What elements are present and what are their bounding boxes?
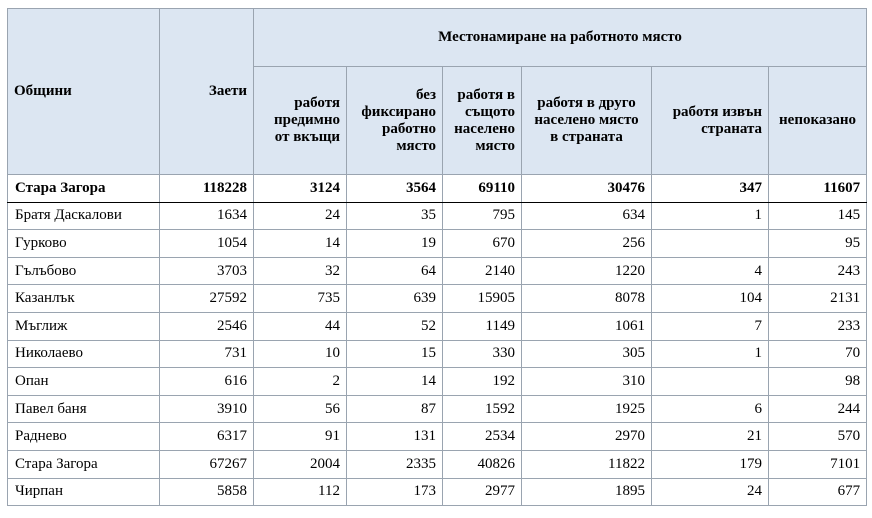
abroad-cell: 6	[652, 395, 769, 423]
same-settlement-cell: 795	[443, 202, 522, 230]
municipality-cell: Гълъбово	[8, 257, 160, 285]
header-line: страната	[701, 120, 762, 137]
same-settlement-cell: 15905	[443, 285, 522, 313]
abroad-cell	[652, 230, 769, 258]
employed-cell: 3910	[160, 395, 254, 423]
header-line: в страната	[550, 129, 623, 145]
table-row	[8, 257, 867, 285]
employed-cell: 3703	[160, 257, 254, 285]
not-shown-cell: 2131	[769, 285, 867, 313]
no-fixed-cell: 64	[347, 257, 443, 285]
not-shown-cell: 233	[769, 312, 867, 340]
municipality-cell: Стара Загора	[8, 175, 160, 203]
header-line: предимно	[273, 112, 340, 128]
municipality-cell: Чирпан	[8, 478, 160, 506]
header-line: работя извън	[672, 103, 762, 120]
other-settlement-cell: 634	[522, 202, 652, 230]
same-settlement-cell: 1592	[443, 395, 522, 423]
table-row	[8, 395, 867, 423]
home-cell: 56	[254, 395, 347, 423]
abroad-cell: 104	[652, 285, 769, 313]
abroad-cell: 1	[652, 202, 769, 230]
header-line: работя в	[457, 86, 515, 103]
employed-cell: 67267	[160, 450, 254, 478]
not-shown-cell: 570	[769, 423, 867, 451]
header-line: работно	[382, 120, 436, 137]
municipality-cell: Казанлък	[8, 285, 160, 313]
other-settlement-cell: 8078	[522, 285, 652, 313]
header-row-top	[8, 9, 867, 67]
no-fixed-cell: 35	[347, 202, 443, 230]
header-line: без	[416, 86, 436, 103]
abroad-header	[652, 67, 769, 175]
abroad-cell: 21	[652, 423, 769, 451]
no-fixed-workplace-header	[347, 67, 443, 175]
workplace-location-header: Местонамиране на работното място	[254, 9, 867, 67]
work-from-home-header	[254, 67, 347, 175]
no-fixed-cell: 19	[347, 230, 443, 258]
not-shown-cell: 70	[769, 340, 867, 368]
header-line: непоказано	[779, 112, 857, 128]
no-fixed-cell: 87	[347, 395, 443, 423]
header-line: населено място	[534, 112, 639, 128]
table-row	[8, 423, 867, 451]
employed-cell: 1634	[160, 202, 254, 230]
home-cell: 112	[254, 478, 347, 506]
employed-cell: 731	[160, 340, 254, 368]
table-row	[8, 478, 867, 506]
home-cell: 10	[254, 340, 347, 368]
header-line: работя	[294, 95, 340, 111]
not-shown-cell: 7101	[769, 450, 867, 478]
header-line: работя в друго	[537, 95, 636, 111]
municipality-cell: Раднево	[8, 423, 160, 451]
municipality-cell: Мъглиж	[8, 312, 160, 340]
abroad-cell	[652, 368, 769, 396]
table-row	[8, 285, 867, 313]
municipality-cell: Гурково	[8, 230, 160, 258]
other-settlement-cell: 310	[522, 368, 652, 396]
same-settlement-cell: 2140	[443, 257, 522, 285]
no-fixed-cell: 131	[347, 423, 443, 451]
municipality-cell: Опан	[8, 368, 160, 396]
same-settlement-cell: 670	[443, 230, 522, 258]
no-fixed-cell: 173	[347, 478, 443, 506]
other-settlement-header	[522, 67, 652, 175]
employed-cell: 5858	[160, 478, 254, 506]
no-fixed-cell: 15	[347, 340, 443, 368]
home-cell: 44	[254, 312, 347, 340]
abroad-cell: 1	[652, 340, 769, 368]
not-shown-cell: 243	[769, 257, 867, 285]
municipality-cell: Павел баня	[8, 395, 160, 423]
employment-location-table	[7, 8, 867, 506]
municipality-header: Общини	[8, 9, 160, 175]
home-cell: 735	[254, 285, 347, 313]
header-line: място	[396, 137, 436, 154]
same-settlement-cell: 2977	[443, 478, 522, 506]
home-cell: 24	[254, 202, 347, 230]
abroad-cell: 7	[652, 312, 769, 340]
header-line: същото	[464, 103, 515, 120]
table-body	[8, 175, 867, 506]
other-settlement-cell: 1925	[522, 395, 652, 423]
no-fixed-cell: 2335	[347, 450, 443, 478]
other-settlement-cell: 1895	[522, 478, 652, 506]
other-settlement-cell: 1220	[522, 257, 652, 285]
not-shown-header	[769, 67, 867, 175]
header-line: от вкъщи	[274, 129, 340, 145]
home-cell: 14	[254, 230, 347, 258]
same-settlement-cell: 1149	[443, 312, 522, 340]
not-shown-cell: 677	[769, 478, 867, 506]
no-fixed-cell: 52	[347, 312, 443, 340]
not-shown-cell: 98	[769, 368, 867, 396]
employed-cell: 6317	[160, 423, 254, 451]
header-line: населено	[454, 120, 515, 137]
table-row	[8, 175, 867, 203]
same-settlement-cell: 192	[443, 368, 522, 396]
other-settlement-cell: 11822	[522, 450, 652, 478]
abroad-cell: 347	[652, 175, 769, 203]
abroad-cell: 179	[652, 450, 769, 478]
other-settlement-cell: 1061	[522, 312, 652, 340]
same-settlement-cell: 2534	[443, 423, 522, 451]
not-shown-cell: 95	[769, 230, 867, 258]
employed-cell: 1054	[160, 230, 254, 258]
table-row	[8, 202, 867, 230]
home-cell: 91	[254, 423, 347, 451]
header-line: място	[475, 137, 515, 154]
table-header	[8, 9, 867, 175]
home-cell: 32	[254, 257, 347, 285]
employed-cell: 27592	[160, 285, 254, 313]
employed-header: Заети	[160, 9, 254, 175]
abroad-cell: 24	[652, 478, 769, 506]
abroad-cell: 4	[652, 257, 769, 285]
table-row	[8, 450, 867, 478]
table-row	[8, 230, 867, 258]
other-settlement-cell: 2970	[522, 423, 652, 451]
not-shown-cell: 11607	[769, 175, 867, 203]
other-settlement-cell: 305	[522, 340, 652, 368]
no-fixed-cell: 639	[347, 285, 443, 313]
same-settlement-cell: 40826	[443, 450, 522, 478]
same-settlement-cell: 330	[443, 340, 522, 368]
home-cell: 2	[254, 368, 347, 396]
employed-cell: 118228	[160, 175, 254, 203]
header-line: фиксирано	[361, 103, 436, 120]
table-row	[8, 312, 867, 340]
employed-cell: 2546	[160, 312, 254, 340]
other-settlement-cell: 256	[522, 230, 652, 258]
no-fixed-cell: 14	[347, 368, 443, 396]
not-shown-cell: 145	[769, 202, 867, 230]
same-settlement-header	[443, 67, 522, 175]
employed-cell: 616	[160, 368, 254, 396]
table-row	[8, 340, 867, 368]
table-row	[8, 368, 867, 396]
not-shown-cell: 244	[769, 395, 867, 423]
municipality-cell: Николаево	[8, 340, 160, 368]
municipality-cell: Братя Даскалови	[8, 202, 160, 230]
home-cell: 3124	[254, 175, 347, 203]
no-fixed-cell: 3564	[347, 175, 443, 203]
home-cell: 2004	[254, 450, 347, 478]
same-settlement-cell: 69110	[443, 175, 522, 203]
municipality-cell: Стара Загора	[8, 450, 160, 478]
other-settlement-cell: 30476	[522, 175, 652, 203]
